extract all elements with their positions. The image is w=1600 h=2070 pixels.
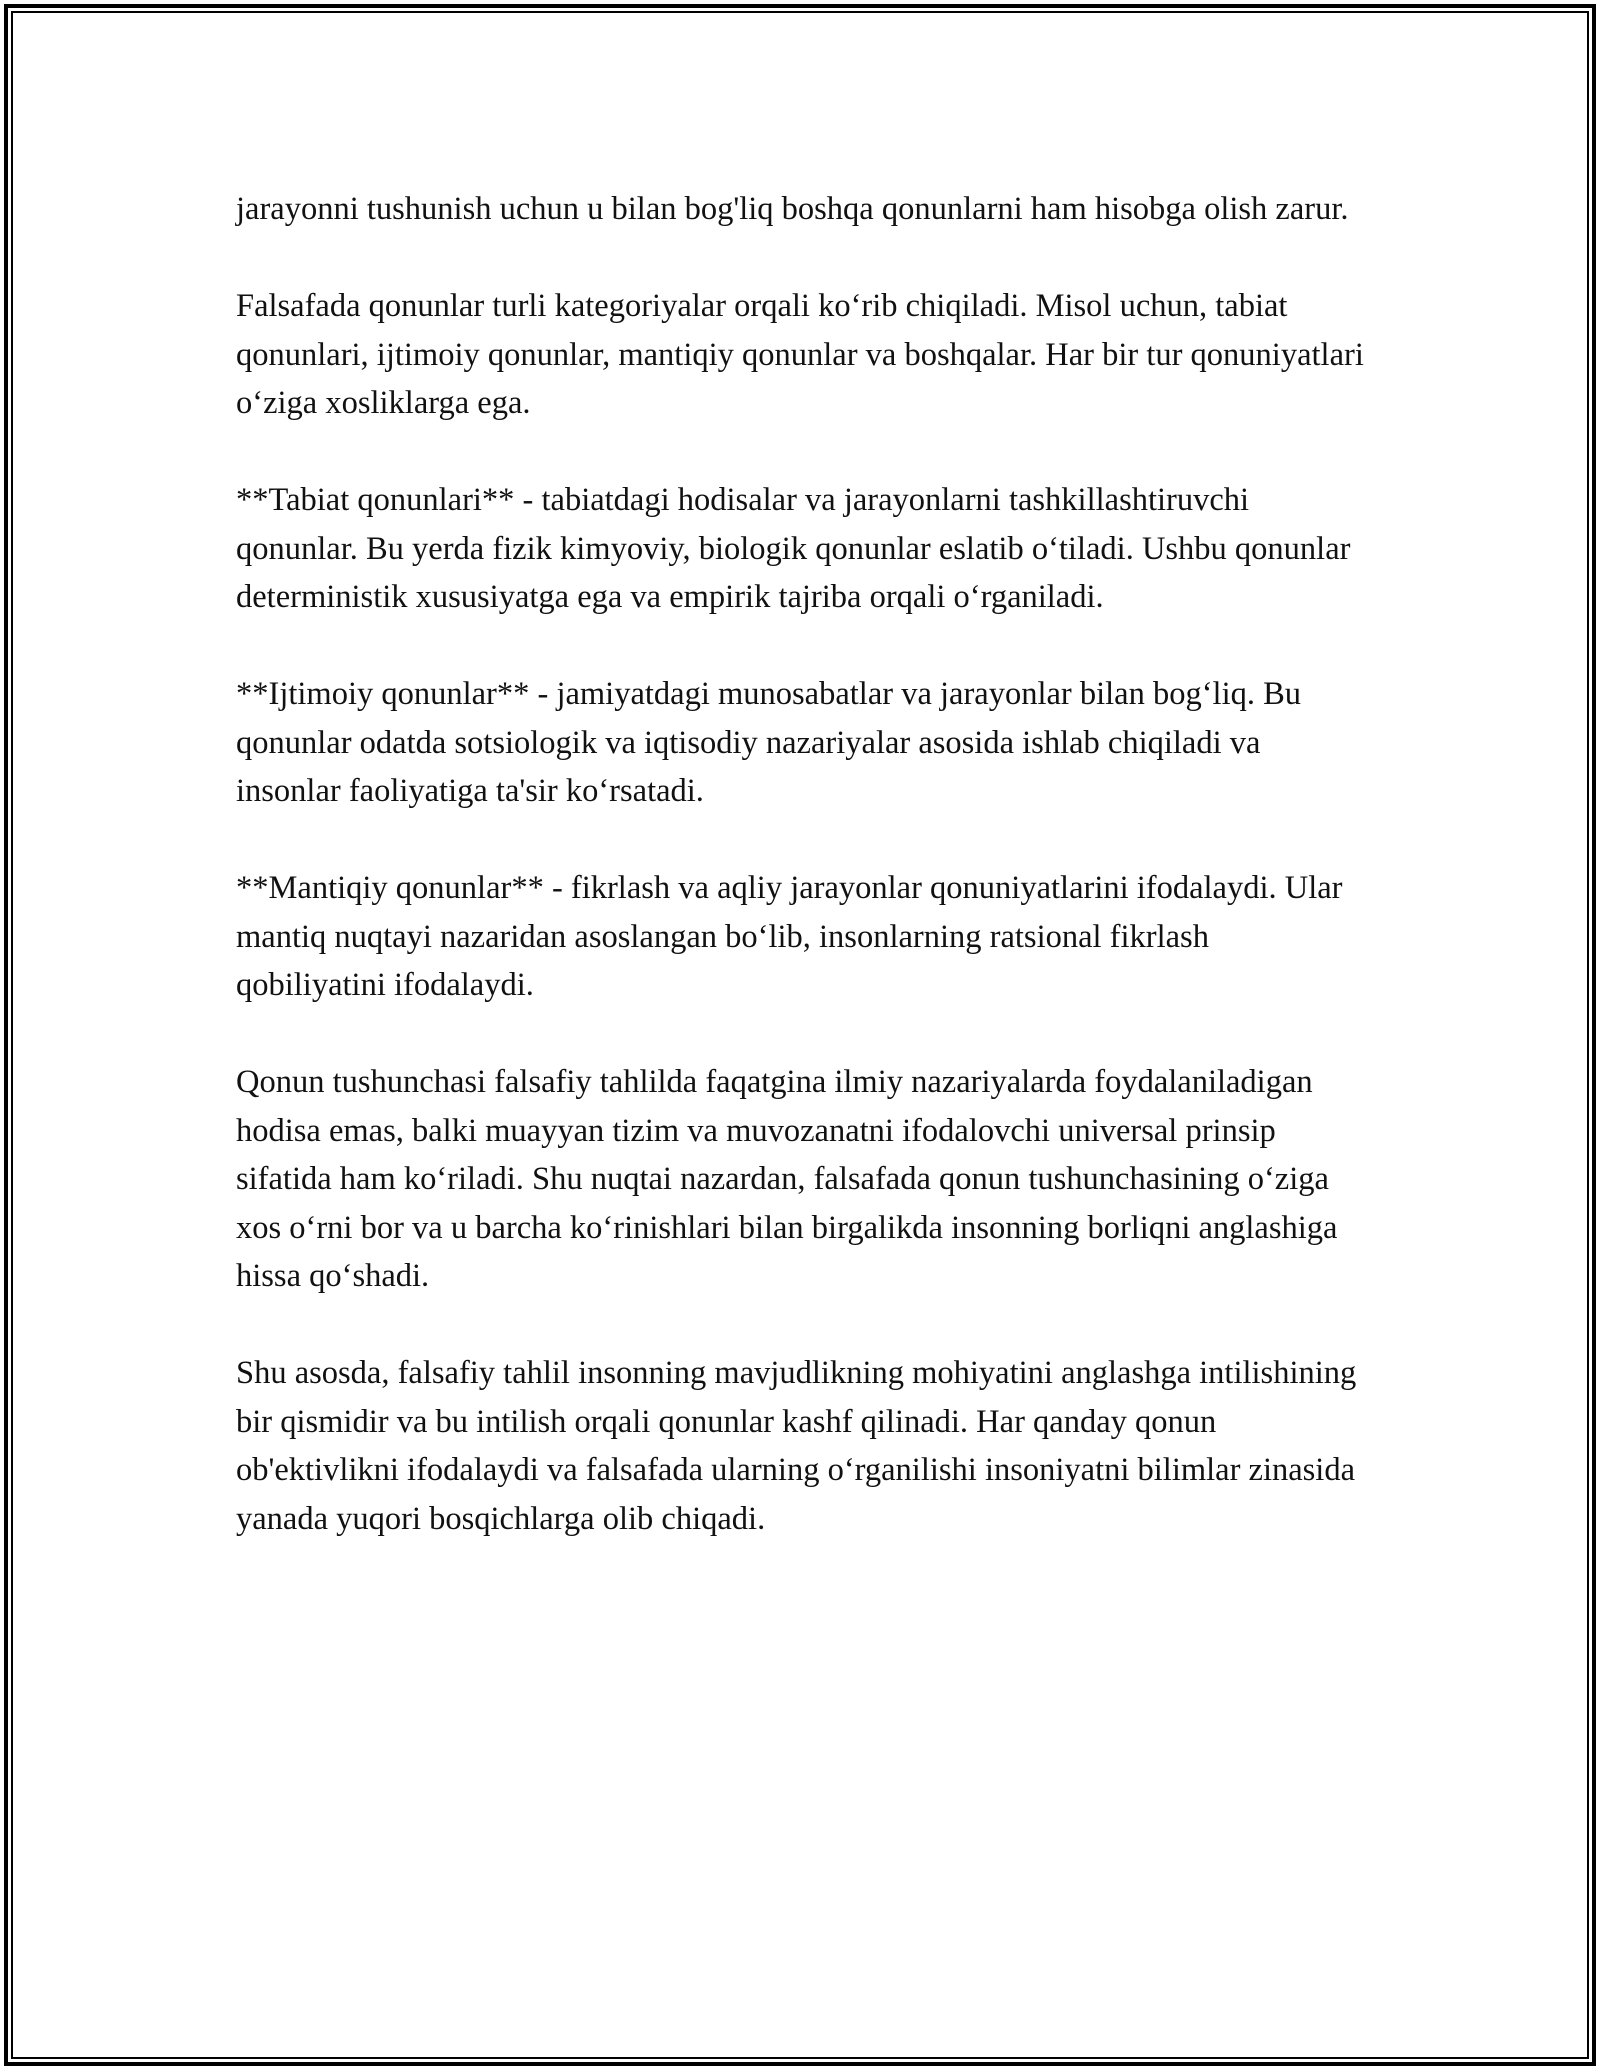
paragraph-6: Qonun tushunchasi falsafiy tahlilda faqatgina ilmiy nazariyalarda foydalaniladigan hodisa emas, balki muayyan tizim va muvozanatni ifodalovchi universal prinsip sifatida ham ko‘riladi. Shu nuqtai nazardan, falsafada qonun tushunchasining o‘ziga xos o‘rni bor va u barcha ko‘rinishlari bilan birgalikda insonning borliqni anglashiga hissa qo‘shadi. <box>236 1064 1338 1294</box>
paragraph-7: Shu asosda, falsafiy tahlil insonning mavjudlikning mohiyatini anglashga intilishining bir qismidir va bu intilish orqali qonunlar kashf qilinadi. Har qanday qonun ob'ektivlikni ifodalaydi va falsafada ularning o‘rganilishi insoniyatni bilimlar zinasida yanada yuqori bosqichlarga olib chiqadi. <box>236 1355 1357 1537</box>
paragraph-4: **Ijtimoiy qonunlar** - jamiyatdagi munosabatlar va jarayonlar bilan bog‘liq. Bu qonunlar odatda sotsiologik va iqtisodiy nazariyalar asosida ishlab chiqiladi va insonlar faoliyatiga ta'sir ko‘rsatadi. <box>236 676 1302 809</box>
paragraph-5: **Mantiqiy qonunlar** - fikrlash va aqliy jarayonlar qonuniyatlarini ifodalaydi. Ular mantiq nuqtayi nazaridan asoslangan bo‘lib, insonlarning ratsional fikrlash qobiliyatini ifodalaydi. <box>236 870 1343 1003</box>
paragraph-2: Falsafada qonunlar turli kategoriyalar orqali ko‘rib chiqiladi. Misol uchun, tabiat qonunlari, ijtimoiy qonunlar, mantiqiy qonunlar va boshqalar. Har bir tur qonuniyatlari o‘ziga xosliklarga ega. <box>236 288 1364 421</box>
paragraph-3: **Tabiat qonunlari** - tabiatdagi hodisalar va jarayonlarni tashkillashtiruvchi qonunlar. Bu yerda fizik kimyoviy, biologik qonunlar eslatib o‘tiladi. Ushbu qonunlar deterministik xususiyatga ega va empirik tajriba orqali o‘rganiladi. <box>236 482 1351 615</box>
document-body <box>236 185 1366 1592</box>
paragraph-1: jarayonni tushunish uchun u bilan bog'liq boshqa qonunlarni ham hisobga olish zarur. <box>236 191 1349 227</box>
